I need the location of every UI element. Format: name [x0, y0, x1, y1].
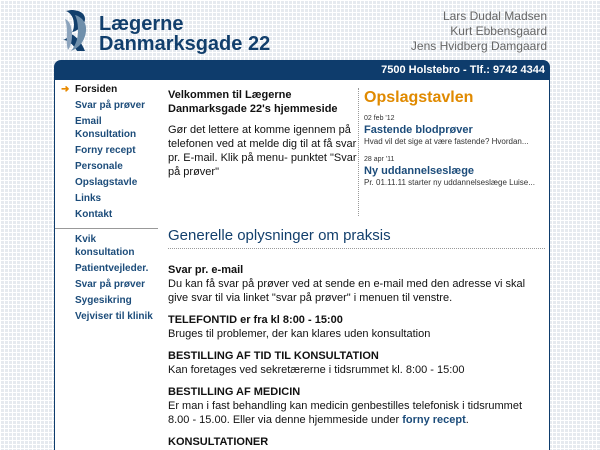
right-arrow-icon: ➜	[61, 84, 70, 95]
nav-item-label: Sygesikring	[75, 295, 132, 306]
nav-item-svar-paa-proever[interactable]	[55, 99, 158, 112]
nav-item-svar-paa-proever-2[interactable]	[55, 278, 158, 291]
info-block-text: Kan foretages ved sekretærerne i tidsrummet kl. 8:00 - 15:00	[168, 364, 465, 376]
nav-item-kvik-konsultation[interactable]	[55, 233, 158, 259]
info-block-title: TELEFONTID er fra kl 8:00 - 15:00	[168, 314, 343, 326]
notice-board	[358, 88, 550, 216]
nav-item-label: Opslagstavle	[75, 177, 138, 188]
notice-excerpt: Hvad vil det sige at være fastende? Hvordan...	[364, 137, 529, 146]
info-block-text-main: Er man i fast behandling kan medicin genbestilles telefonisk i tidsrummet 8.00 - 15.00. Eller via denne hjemmeside under	[168, 400, 523, 426]
notice-item	[364, 155, 550, 188]
logo-mark-icon	[57, 7, 95, 57]
contact-info: 7500 Holstebro - Tlf.: 9742 4344	[381, 64, 545, 76]
nav-item-label: Links	[75, 193, 102, 204]
doctor-name: Lars Dudal Madsen	[442, 9, 547, 23]
welcome-title: Velkommen til Lægerne Danmarksgade 22's hjemmeside	[168, 89, 338, 115]
nav-item-opslagstavle[interactable]	[55, 176, 158, 189]
notice-excerpt: Pr. 01.11.11 starter ny uddannelseslæge Luise...	[364, 178, 535, 187]
doctor-name: Jens Hvidberg Damgaard	[410, 39, 547, 53]
nav-item-label: Forsiden	[75, 84, 118, 95]
forny-recept-link[interactable]: forny recept	[402, 414, 466, 426]
main-menu	[55, 80, 158, 229]
welcome-text: Gør det lettere at komme igennem på telefonen ved at melde dig til at få svar pr. E-mail. Klik på menu- punktet "Svar på prøver"	[168, 124, 357, 178]
nav-item-links[interactable]	[55, 192, 158, 205]
nav-item-label: Svar på prøver	[75, 100, 146, 111]
nav-item-sygesikring[interactable]	[55, 294, 158, 307]
section-heading: Generelle oplysninger om praksis	[168, 226, 545, 249]
notice-date: 28 apr '11	[364, 156, 395, 163]
info-block-text: Du kan få svar på prøver ved at sende en e-mail med den adresse vi skal give svar til via linket "svar på prøver" i menuen til venstre.	[168, 278, 526, 304]
logo-line-2: Danmarksgade 22	[99, 33, 271, 55]
notice-item	[364, 114, 550, 147]
info-blocks	[168, 263, 543, 450]
info-block-title: BESTILLING AF TID TIL KONSULTATION	[168, 350, 379, 362]
info-block	[168, 313, 543, 341]
doctor-name: Kurt Ebbensgaard	[450, 24, 547, 38]
info-block-title: Svar pr. e-mail	[168, 264, 244, 276]
info-block	[168, 349, 543, 377]
info-block-text	[168, 399, 543, 427]
nav-item-label: Email Konsultation	[75, 116, 137, 140]
info-block-text-end: .	[465, 414, 469, 426]
nav-item-label: Vejviser til klinik	[75, 311, 153, 322]
nav-item-email-konsultation[interactable]	[55, 115, 158, 141]
logo-title	[99, 14, 270, 54]
logo-line-1: Lægerne	[99, 13, 184, 35]
info-block-text: Bruges til problemer, der kan klares uden konsultation	[168, 328, 431, 340]
notice-date: 02 feb '12	[364, 115, 395, 122]
info-block	[168, 435, 543, 449]
nav-item-forsiden[interactable]	[55, 83, 158, 96]
nav-item-personale[interactable]	[55, 160, 158, 173]
info-block	[168, 385, 543, 427]
nav-item-vejviser-til-klinik[interactable]	[55, 310, 158, 323]
notice-title-link[interactable]: Fastende blodprøver	[364, 124, 473, 136]
info-block	[168, 263, 543, 305]
nav-item-kontakt[interactable]	[55, 208, 158, 221]
nav-item-patientvejleder[interactable]	[55, 262, 158, 275]
nav-item-label: Forny recept	[75, 145, 136, 156]
nav-item-label: Kontakt	[75, 209, 113, 220]
site-logo[interactable]	[57, 7, 271, 57]
notice-board-title: Opslagstavlen	[364, 89, 474, 106]
info-block-title: KONSULTATIONER	[168, 436, 269, 448]
secondary-menu	[55, 229, 158, 323]
nav-item-label: Kvik konsultation	[75, 234, 135, 258]
welcome-section	[168, 88, 358, 179]
notice-title-link[interactable]: Ny uddannelseslæge	[364, 165, 475, 177]
nav-item-label: Svar på prøver	[75, 279, 146, 290]
top-bar	[54, 60, 550, 80]
main-content	[158, 80, 550, 450]
nav-item-forny-recept[interactable]	[55, 144, 158, 157]
nav-item-label: Personale	[75, 161, 123, 172]
doctors-list	[411, 9, 547, 54]
sidebar-nav	[54, 80, 158, 450]
nav-item-label: Patientvejleder.	[75, 263, 149, 274]
info-block-title: BESTILLING AF MEDICIN	[168, 386, 301, 398]
